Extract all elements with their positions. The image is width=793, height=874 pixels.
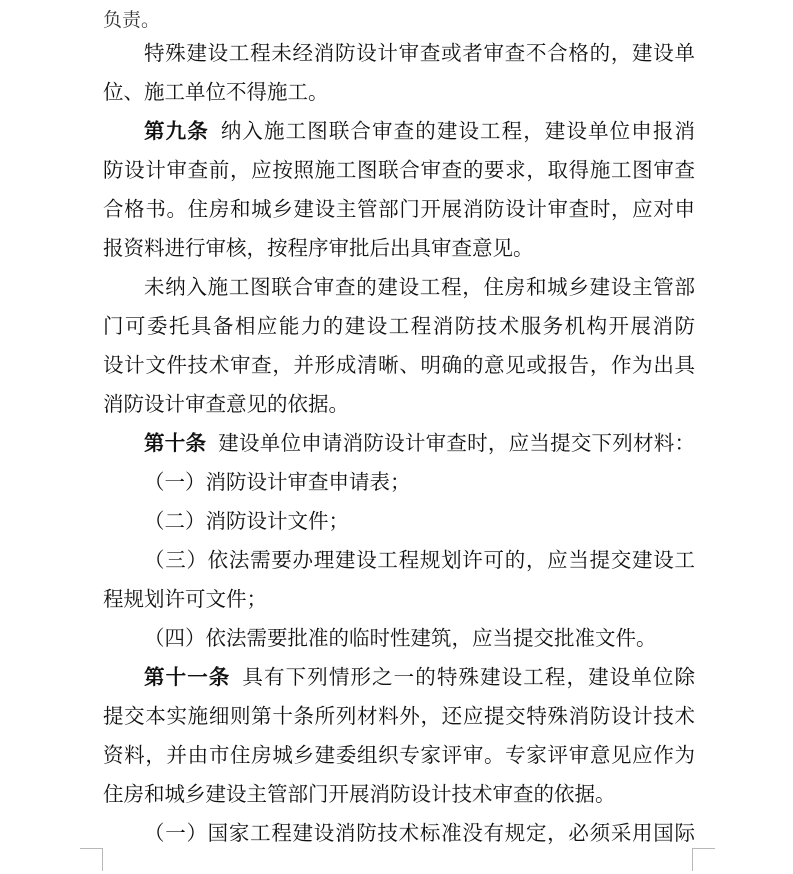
article-9-line: [103, 112, 695, 151]
text-line: 合格书。住房和城乡建设主管部门开展消防设计审查时，应对申: [103, 197, 695, 221]
document-body: [103, 0, 695, 853]
text-line: （一）国家工程建设消防技术标准没有规定，必须采用国际: [144, 821, 695, 845]
text-line: 防设计审查前，应按照施工图联合审查的要求，取得施工图审查: [103, 158, 695, 182]
text-line: 未纳入施工图联合审查的建设工程，住房和城乡建设主管部: [144, 275, 695, 299]
text-line: 负责。: [103, 9, 161, 31]
text-line: 报资料进行审核，按程序审批后出具审查意见。: [103, 236, 534, 260]
text-line: （一）消防设计审查申请表；: [144, 470, 411, 494]
text-span: 建设单位申请消防设计审查时，应当提交下列材料：: [218, 431, 696, 455]
text-line: 门可委托具备相应能力的建设工程消防技术服务机构开展消防: [103, 314, 695, 338]
article-heading-10: 第十条: [144, 431, 207, 455]
text-line: 提交本实施细则第十条所列材料外，还应提交特殊消防设计技术: [103, 704, 695, 728]
text-line: 特殊建设工程未经消防设计审查或者审查不合格的，建设单: [144, 41, 695, 65]
text-line: 消防设计审查意见的依据。: [103, 392, 349, 416]
text-line: （三）依法需要办理建设工程规划许可的，应当提交建设工: [144, 548, 695, 572]
text-line: 程规划许可文件；: [103, 587, 267, 611]
text-line: （二）消防设计文件；: [144, 509, 349, 533]
article-heading-11: 第十一条: [144, 665, 231, 689]
article-heading-9: 第九条: [144, 119, 209, 143]
article-10-line: [103, 424, 695, 463]
text-line: 设计文件技术审查，并形成清晰、明确的意见或报告，作为出具: [103, 353, 695, 377]
article-11-line: [103, 658, 695, 697]
text-line: 资料，并由市住房城乡建委组织专家评审。专家评审意见应作为: [103, 743, 695, 767]
text-line: 位、施工单位不得施工。: [103, 80, 329, 104]
text-line: （四）依法需要批准的临时性建筑，应当提交批准文件。: [144, 626, 657, 650]
page-corner-mark-left: [80, 848, 103, 871]
text-line: 住房和城乡建设主管部门开展消防设计技术审查的依据。: [103, 782, 616, 806]
text-span: 具有下列情形之一的特殊建设工程，建设单位除: [242, 665, 696, 689]
text-span: 纳入施工图联合审查的建设工程，建设单位申报消: [220, 119, 695, 143]
page-corner-mark-right: [692, 848, 715, 871]
